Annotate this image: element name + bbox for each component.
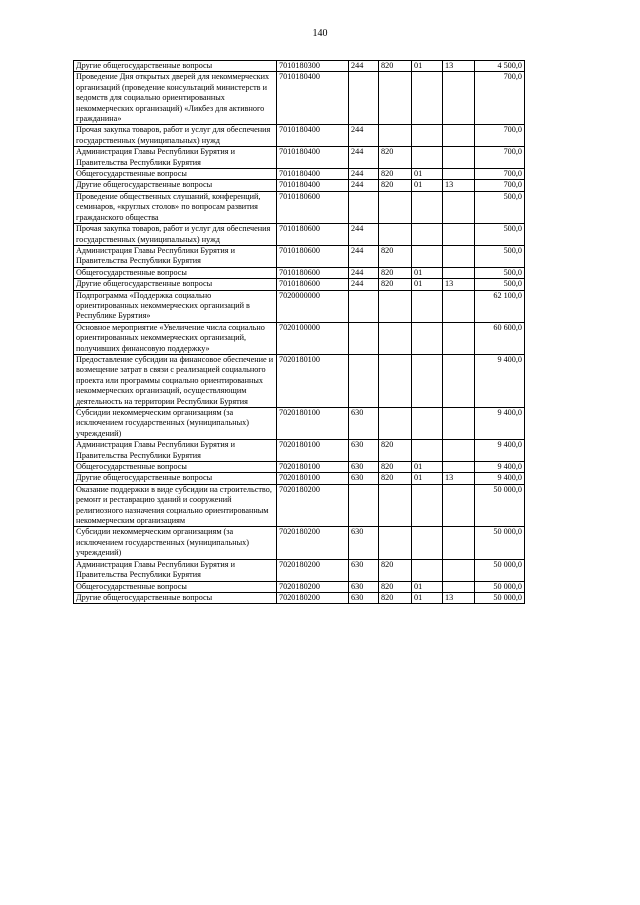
administrator-code-cell: 820 xyxy=(379,581,412,592)
target-article-code-cell: 7010180400 xyxy=(277,147,349,169)
amount-cell: 9 400,0 xyxy=(475,354,525,407)
amount-cell: 50 000,0 xyxy=(475,581,525,592)
item-name-cell: Основное мероприятие «Увеличение числа социально ориентированных некоммерческих организаций, получивших финансовую поддержку» xyxy=(74,322,277,354)
subsection-code-cell xyxy=(443,440,475,462)
target-article-code-cell: 7020100000 xyxy=(277,322,349,354)
target-article-code-cell: 7010180400 xyxy=(277,72,349,125)
table-row xyxy=(74,462,525,473)
administrator-code-cell: 820 xyxy=(379,559,412,581)
subsection-code-cell xyxy=(443,290,475,322)
table-row xyxy=(74,559,525,581)
table-row xyxy=(74,527,525,559)
expense-type-code-cell xyxy=(349,354,379,407)
amount-cell: 500,0 xyxy=(475,245,525,267)
item-name-cell: Прочая закупка товаров, работ и услуг для обеспечения государственных (муниципальных) нужд xyxy=(74,224,277,246)
table-row xyxy=(74,279,525,290)
administrator-code-cell: 820 xyxy=(379,267,412,278)
table-row xyxy=(74,72,525,125)
table-row xyxy=(74,180,525,191)
expense-type-code-cell: 244 xyxy=(349,61,379,72)
administrator-code-cell: 820 xyxy=(379,169,412,180)
subsection-code-cell xyxy=(443,462,475,473)
target-article-code-cell: 7010180400 xyxy=(277,125,349,147)
amount-cell: 700,0 xyxy=(475,125,525,147)
amount-cell: 500,0 xyxy=(475,224,525,246)
section-code-cell xyxy=(412,440,443,462)
table-row xyxy=(74,125,525,147)
amount-cell: 9 400,0 xyxy=(475,462,525,473)
administrator-code-cell xyxy=(379,484,412,527)
subsection-code-cell xyxy=(443,147,475,169)
expense-type-code-cell: 244 xyxy=(349,147,379,169)
item-name-cell: Общегосударственные вопросы xyxy=(74,462,277,473)
administrator-code-cell: 820 xyxy=(379,180,412,191)
administrator-code-cell: 820 xyxy=(379,245,412,267)
item-name-cell: Администрация Главы Республики Бурятия и Правительства Республики Бурятия xyxy=(74,440,277,462)
section-code-cell: 01 xyxy=(412,462,443,473)
target-article-code-cell: 7010180600 xyxy=(277,267,349,278)
expense-type-code-cell: 244 xyxy=(349,125,379,147)
expense-type-code-cell: 244 xyxy=(349,267,379,278)
section-code-cell xyxy=(412,147,443,169)
target-article-code-cell: 7010180300 xyxy=(277,61,349,72)
section-code-cell xyxy=(412,559,443,581)
item-name-cell: Общегосударственные вопросы xyxy=(74,169,277,180)
section-code-cell xyxy=(412,290,443,322)
administrator-code-cell: 820 xyxy=(379,592,412,603)
table-row xyxy=(74,484,525,527)
administrator-code-cell xyxy=(379,408,412,440)
expense-type-code-cell: 630 xyxy=(349,581,379,592)
table-row xyxy=(74,267,525,278)
item-name-cell: Другие общегосударственные вопросы xyxy=(74,473,277,484)
amount-cell: 50 000,0 xyxy=(475,559,525,581)
section-code-cell xyxy=(412,125,443,147)
section-code-cell xyxy=(412,245,443,267)
amount-cell: 4 500,0 xyxy=(475,61,525,72)
item-name-cell: Проведение Дня открытых дверей для некоммерческих организаций (проведение консультаций министерств и ведомств для социально ориентированных некоммерческих организаций) «Ликбез для активного гражданина» xyxy=(74,72,277,125)
item-name-cell: Администрация Главы Республики Бурятия и Правительства Республики Бурятия xyxy=(74,559,277,581)
target-article-code-cell: 7020180200 xyxy=(277,559,349,581)
item-name-cell: Предоставление субсидии на финансовое обеспечение и возмещение затрат в связи с реализацией социального проекта или программы социально ориентированных некоммерческих организаций, осуществляющим деятельность на территории Республики Бурятия xyxy=(74,354,277,407)
section-code-cell xyxy=(412,484,443,527)
subsection-code-cell xyxy=(443,484,475,527)
amount-cell: 60 600,0 xyxy=(475,322,525,354)
subsection-code-cell xyxy=(443,191,475,223)
expense-type-code-cell xyxy=(349,322,379,354)
expense-type-code-cell: 630 xyxy=(349,408,379,440)
subsection-code-cell: 13 xyxy=(443,592,475,603)
expense-type-code-cell: 244 xyxy=(349,180,379,191)
item-name-cell: Проведение общественных слушаний, конференций, семинаров, «круглых столов» по вопросам развития гражданского общества xyxy=(74,191,277,223)
table-row xyxy=(74,224,525,246)
administrator-code-cell: 820 xyxy=(379,279,412,290)
administrator-code-cell xyxy=(379,72,412,125)
amount-cell: 700,0 xyxy=(475,147,525,169)
table-row xyxy=(74,191,525,223)
amount-cell: 9 400,0 xyxy=(475,440,525,462)
table-row xyxy=(74,440,525,462)
amount-cell: 50 000,0 xyxy=(475,527,525,559)
item-name-cell: Общегосударственные вопросы xyxy=(74,581,277,592)
table-row xyxy=(74,290,525,322)
table-row xyxy=(74,354,525,407)
section-code-cell: 01 xyxy=(412,279,443,290)
table-row xyxy=(74,61,525,72)
expense-type-code-cell: 244 xyxy=(349,224,379,246)
subsection-code-cell xyxy=(443,354,475,407)
target-article-code-cell: 7020180200 xyxy=(277,581,349,592)
subsection-code-cell xyxy=(443,267,475,278)
amount-cell: 700,0 xyxy=(475,72,525,125)
expense-type-code-cell xyxy=(349,72,379,125)
section-code-cell: 01 xyxy=(412,473,443,484)
item-name-cell: Другие общегосударственные вопросы xyxy=(74,279,277,290)
administrator-code-cell: 820 xyxy=(379,473,412,484)
item-name-cell: Прочая закупка товаров, работ и услуг для обеспечения государственных (муниципальных) нужд xyxy=(74,125,277,147)
subsection-code-cell xyxy=(443,224,475,246)
section-code-cell xyxy=(412,354,443,407)
administrator-code-cell: 820 xyxy=(379,440,412,462)
item-name-cell: Другие общегосударственные вопросы xyxy=(74,180,277,191)
expense-type-code-cell xyxy=(349,484,379,527)
administrator-code-cell xyxy=(379,125,412,147)
subsection-code-cell: 13 xyxy=(443,473,475,484)
expense-type-code-cell: 244 xyxy=(349,245,379,267)
section-code-cell xyxy=(412,72,443,125)
section-code-cell xyxy=(412,322,443,354)
item-name-cell: Администрация Главы Республики Бурятия и Правительства Республики Бурятия xyxy=(74,245,277,267)
target-article-code-cell: 7020000000 xyxy=(277,290,349,322)
subsection-code-cell: 13 xyxy=(443,279,475,290)
target-article-code-cell: 7020180200 xyxy=(277,484,349,527)
budget-table xyxy=(73,60,525,604)
item-name-cell: Другие общегосударственные вопросы xyxy=(74,61,277,72)
target-article-code-cell: 7020180100 xyxy=(277,440,349,462)
table-row xyxy=(74,245,525,267)
expense-type-code-cell: 244 xyxy=(349,279,379,290)
section-code-cell: 01 xyxy=(412,592,443,603)
item-name-cell: Другие общегосударственные вопросы xyxy=(74,592,277,603)
subsection-code-cell: 13 xyxy=(443,180,475,191)
target-article-code-cell: 7010180600 xyxy=(277,224,349,246)
section-code-cell: 01 xyxy=(412,61,443,72)
administrator-code-cell xyxy=(379,191,412,223)
subsection-code-cell xyxy=(443,125,475,147)
amount-cell: 9 400,0 xyxy=(475,408,525,440)
target-article-code-cell: 7020180100 xyxy=(277,473,349,484)
amount-cell: 500,0 xyxy=(475,267,525,278)
page-number: 140 xyxy=(312,28,328,39)
table-row xyxy=(74,147,525,169)
item-name-cell: Администрация Главы Республики Бурятия и Правительства Республики Бурятия xyxy=(74,147,277,169)
target-article-code-cell: 7010180400 xyxy=(277,180,349,191)
section-code-cell: 01 xyxy=(412,169,443,180)
amount-cell: 9 400,0 xyxy=(475,473,525,484)
amount-cell: 500,0 xyxy=(475,279,525,290)
subsection-code-cell xyxy=(443,559,475,581)
subsection-code-cell xyxy=(443,169,475,180)
subsection-code-cell xyxy=(443,527,475,559)
section-code-cell: 01 xyxy=(412,581,443,592)
item-name-cell: Общегосударственные вопросы xyxy=(74,267,277,278)
table-row xyxy=(74,581,525,592)
item-name-cell: Субсидии некоммерческим организациям (за исключением государственных (муниципальных) учреждений) xyxy=(74,408,277,440)
subsection-code-cell xyxy=(443,72,475,125)
administrator-code-cell: 820 xyxy=(379,147,412,169)
expense-type-code-cell: 630 xyxy=(349,440,379,462)
expense-type-code-cell: 630 xyxy=(349,462,379,473)
table-row xyxy=(74,322,525,354)
subsection-code-cell xyxy=(443,245,475,267)
target-article-code-cell: 7010180600 xyxy=(277,245,349,267)
expense-type-code-cell: 630 xyxy=(349,592,379,603)
item-name-cell: Субсидии некоммерческим организациям (за исключением государственных (муниципальных) учреждений) xyxy=(74,527,277,559)
administrator-code-cell xyxy=(379,224,412,246)
subsection-code-cell: 13 xyxy=(443,61,475,72)
expense-type-code-cell: 630 xyxy=(349,559,379,581)
target-article-code-cell: 7010180600 xyxy=(277,279,349,290)
amount-cell: 700,0 xyxy=(475,180,525,191)
expense-type-code-cell: 630 xyxy=(349,473,379,484)
section-code-cell xyxy=(412,224,443,246)
item-name-cell: Оказание поддержки в виде субсидии на строительство, ремонт и реставрацию зданий и сооружений религиозного назначения социально ориентированным некоммерческим организациям xyxy=(74,484,277,527)
budget-table-body xyxy=(74,61,525,604)
section-code-cell xyxy=(412,191,443,223)
target-article-code-cell: 7020180200 xyxy=(277,527,349,559)
target-article-code-cell: 7020180200 xyxy=(277,592,349,603)
target-article-code-cell: 7020180100 xyxy=(277,354,349,407)
target-article-code-cell: 7010180400 xyxy=(277,169,349,180)
expense-type-code-cell xyxy=(349,191,379,223)
amount-cell: 50 000,0 xyxy=(475,484,525,527)
administrator-code-cell xyxy=(379,322,412,354)
amount-cell: 62 100,0 xyxy=(475,290,525,322)
section-code-cell xyxy=(412,408,443,440)
amount-cell: 500,0 xyxy=(475,191,525,223)
amount-cell: 50 000,0 xyxy=(475,592,525,603)
section-code-cell: 01 xyxy=(412,180,443,191)
amount-cell: 700,0 xyxy=(475,169,525,180)
item-name-cell: Подпрограмма «Поддержка социально ориентированных некоммерческих организаций в Республике Бурятия» xyxy=(74,290,277,322)
administrator-code-cell: 820 xyxy=(379,462,412,473)
administrator-code-cell: 820 xyxy=(379,61,412,72)
expense-type-code-cell: 244 xyxy=(349,169,379,180)
table-row xyxy=(74,408,525,440)
expense-type-code-cell xyxy=(349,290,379,322)
subsection-code-cell xyxy=(443,408,475,440)
subsection-code-cell xyxy=(443,581,475,592)
section-code-cell xyxy=(412,527,443,559)
administrator-code-cell xyxy=(379,354,412,407)
section-code-cell: 01 xyxy=(412,267,443,278)
subsection-code-cell xyxy=(443,322,475,354)
administrator-code-cell xyxy=(379,290,412,322)
table-row xyxy=(74,592,525,603)
target-article-code-cell: 7020180100 xyxy=(277,462,349,473)
target-article-code-cell: 7010180600 xyxy=(277,191,349,223)
table-row xyxy=(74,473,525,484)
expense-type-code-cell: 630 xyxy=(349,527,379,559)
target-article-code-cell: 7020180100 xyxy=(277,408,349,440)
table-row xyxy=(74,169,525,180)
administrator-code-cell xyxy=(379,527,412,559)
